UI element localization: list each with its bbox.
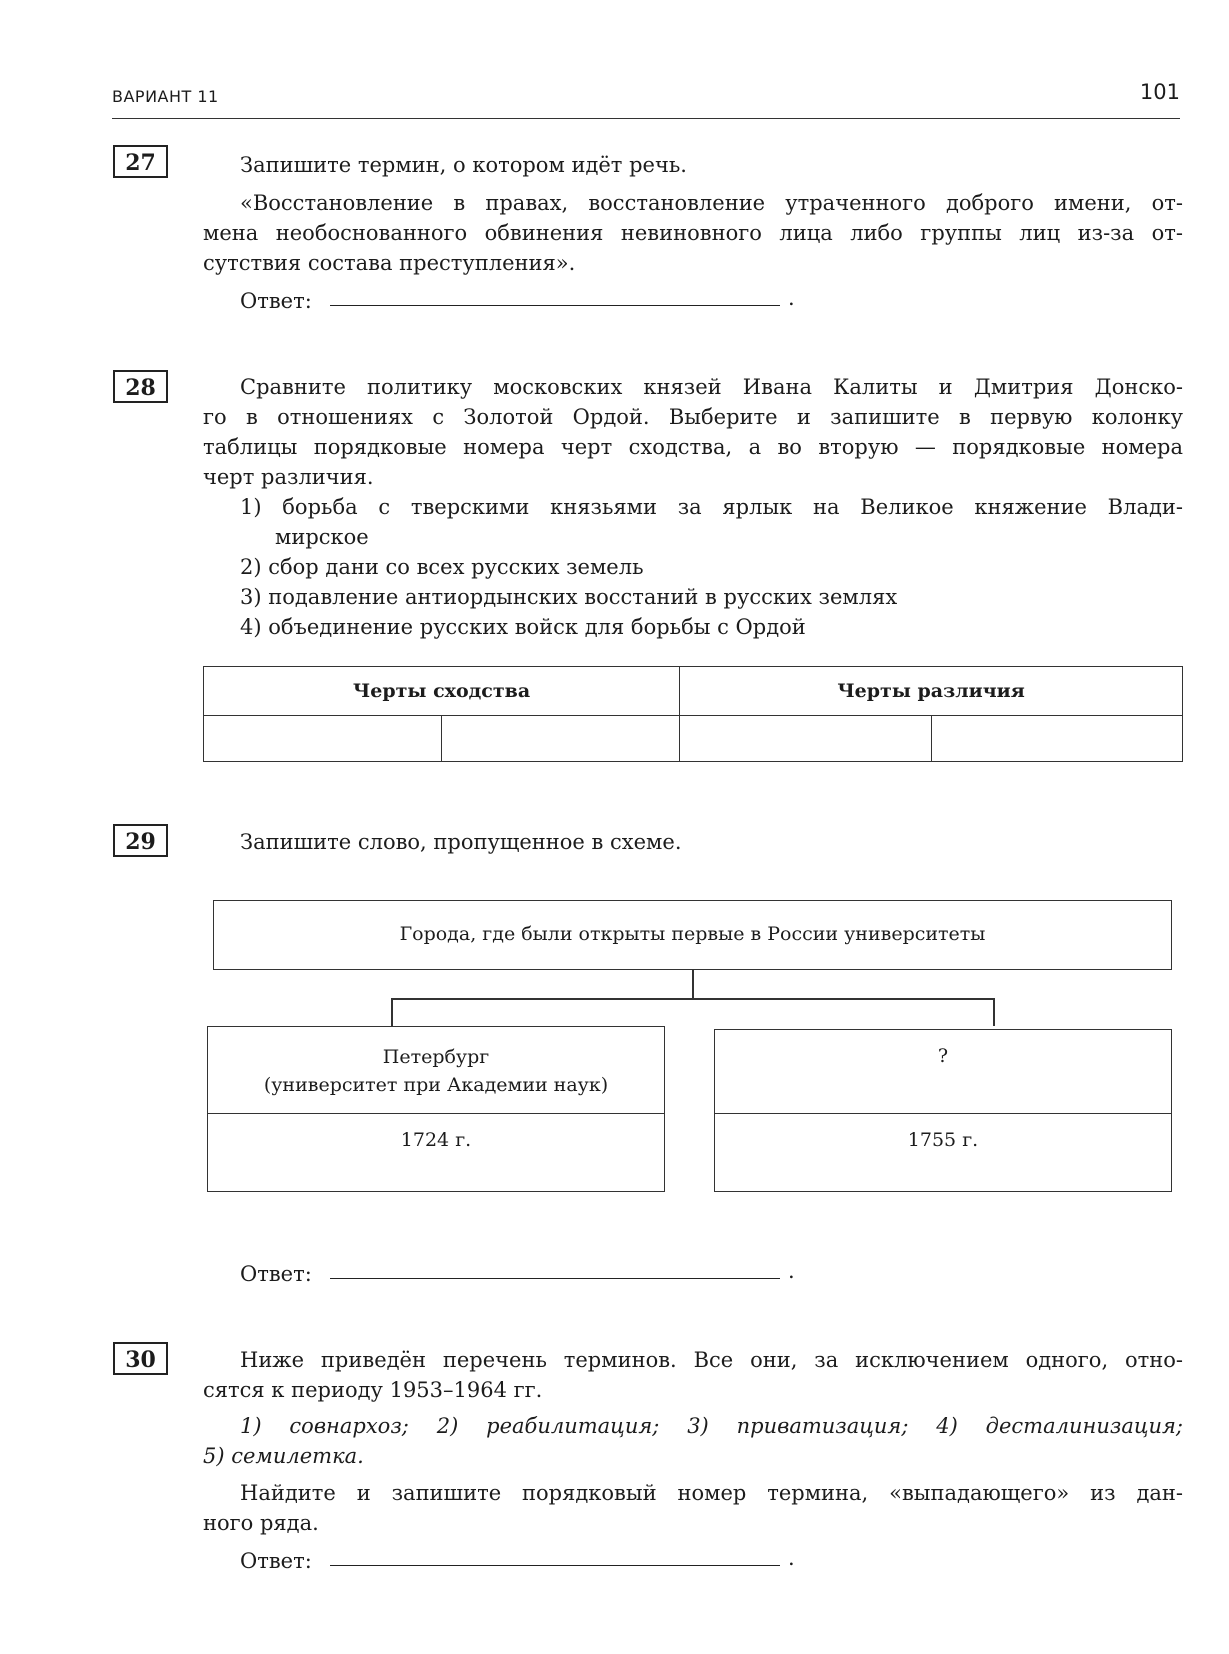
q29-answer-field[interactable] xyxy=(330,1278,780,1279)
q29-prompt: Запишите слово, пропущенное в схеме. xyxy=(240,830,682,854)
left-city-text xyxy=(208,1043,664,1099)
q28-option-3: 3) подавление антиордынских восстаний в русских землях xyxy=(240,585,898,609)
variant-label: ВАРИАНТ 11 xyxy=(112,87,219,106)
page-header xyxy=(112,78,1180,119)
page-number: 101 xyxy=(1139,80,1180,104)
q30-terms-line-1: 1) совнархоз; 2) реабилитация; 3) приватизация; 4) десталинизация; xyxy=(240,1414,1183,1438)
q27-prompt: Запишите термин, о котором идёт речь. xyxy=(240,153,687,177)
similarity-cell-1[interactable] xyxy=(204,716,442,762)
diagram-top-text: Города, где были открыты первые в России университеты xyxy=(399,923,986,945)
similarity-cell-2[interactable] xyxy=(442,716,680,762)
right-year: 1755 г. xyxy=(907,1129,979,1151)
difference-cell-2[interactable] xyxy=(931,716,1182,762)
q28-option-2: 2) сбор дани со всех русских земель xyxy=(240,555,644,579)
q28-answer-table xyxy=(203,666,1183,762)
q28-option-1-cont: мирское xyxy=(275,525,369,549)
diagram-right-box xyxy=(714,1029,1172,1192)
diagram-connector-bar xyxy=(391,998,994,1000)
difference-cell-1[interactable] xyxy=(680,716,931,762)
q28-option-4: 4) объединение русских войск для борьбы с Ордой xyxy=(240,615,806,639)
diagram-connector-left xyxy=(391,998,393,1026)
left-city-note: (университет при Академии наук) xyxy=(263,1074,609,1096)
q30-task-line-1: Найдите и запишите порядковый номер термина, «выпадающего» из дан- xyxy=(240,1481,1183,1505)
left-city-name: Петербург xyxy=(382,1046,490,1068)
q27-quote-line-2: мена необоснованного обвинения невиновного лица либо группы лиц из-за от- xyxy=(203,221,1183,245)
q29-answer-label: Ответ: xyxy=(240,1262,312,1286)
q28-prompt-line-4: черт различия. xyxy=(203,465,374,489)
q30-answer-dot: . xyxy=(788,1546,795,1570)
left-year: 1724 г. xyxy=(400,1129,472,1151)
table-header-similarities: Черты сходства xyxy=(204,667,680,716)
q28-prompt-line-3: таблицы порядковые номера черт сходства, а во вторую — порядковые номера xyxy=(203,435,1183,459)
q30-terms-line-2: 5) семилетка. xyxy=(203,1444,364,1468)
q28-prompt-line-2: го в отношениях с Золотой Ордой. Выберите и запишите в первую колонку xyxy=(203,405,1183,429)
right-divider xyxy=(715,1113,1171,1114)
question-number-30: 30 xyxy=(113,1342,168,1375)
diagram-top-box xyxy=(213,900,1172,970)
q30-task-line-2: ного ряда. xyxy=(203,1511,319,1535)
diagram-left-box xyxy=(207,1026,665,1192)
q28-prompt-line-1: Сравните политику московских князей Ивана Калиты и Дмитрия Донско- xyxy=(240,375,1183,399)
diagram-connector-right xyxy=(993,998,995,1026)
q27-answer-dot: . xyxy=(788,286,795,310)
q27-answer-label: Ответ: xyxy=(240,289,312,313)
q27-quote-line-3: сутствия состава преступления». xyxy=(203,251,576,275)
question-number-27: 27 xyxy=(113,145,168,178)
question-number-29: 29 xyxy=(113,824,168,857)
q28-option-1: 1) борьба с тверскими князьями за ярлык на Великое княжение Влади- xyxy=(240,495,1183,519)
q30-answer-field[interactable] xyxy=(330,1565,780,1566)
diagram-connector-stem xyxy=(692,970,694,998)
table-header-differences: Черты различия xyxy=(680,667,1183,716)
q30-prompt-line-2: сятся к периоду 1953–1964 гг. xyxy=(203,1378,543,1402)
left-divider xyxy=(208,1113,664,1114)
q27-quote-line-1: «Восстановление в правах, восстановление утраченного доброго имени, от- xyxy=(240,191,1183,215)
missing-city-placeholder: ? xyxy=(937,1045,949,1067)
question-number-28: 28 xyxy=(113,370,168,403)
q27-answer-field[interactable] xyxy=(330,305,780,306)
q29-answer-dot: . xyxy=(788,1259,795,1283)
q30-answer-label: Ответ: xyxy=(240,1549,312,1573)
q30-prompt-line-1: Ниже приведён перечень терминов. Все они, за исключением одного, отно- xyxy=(240,1348,1183,1372)
